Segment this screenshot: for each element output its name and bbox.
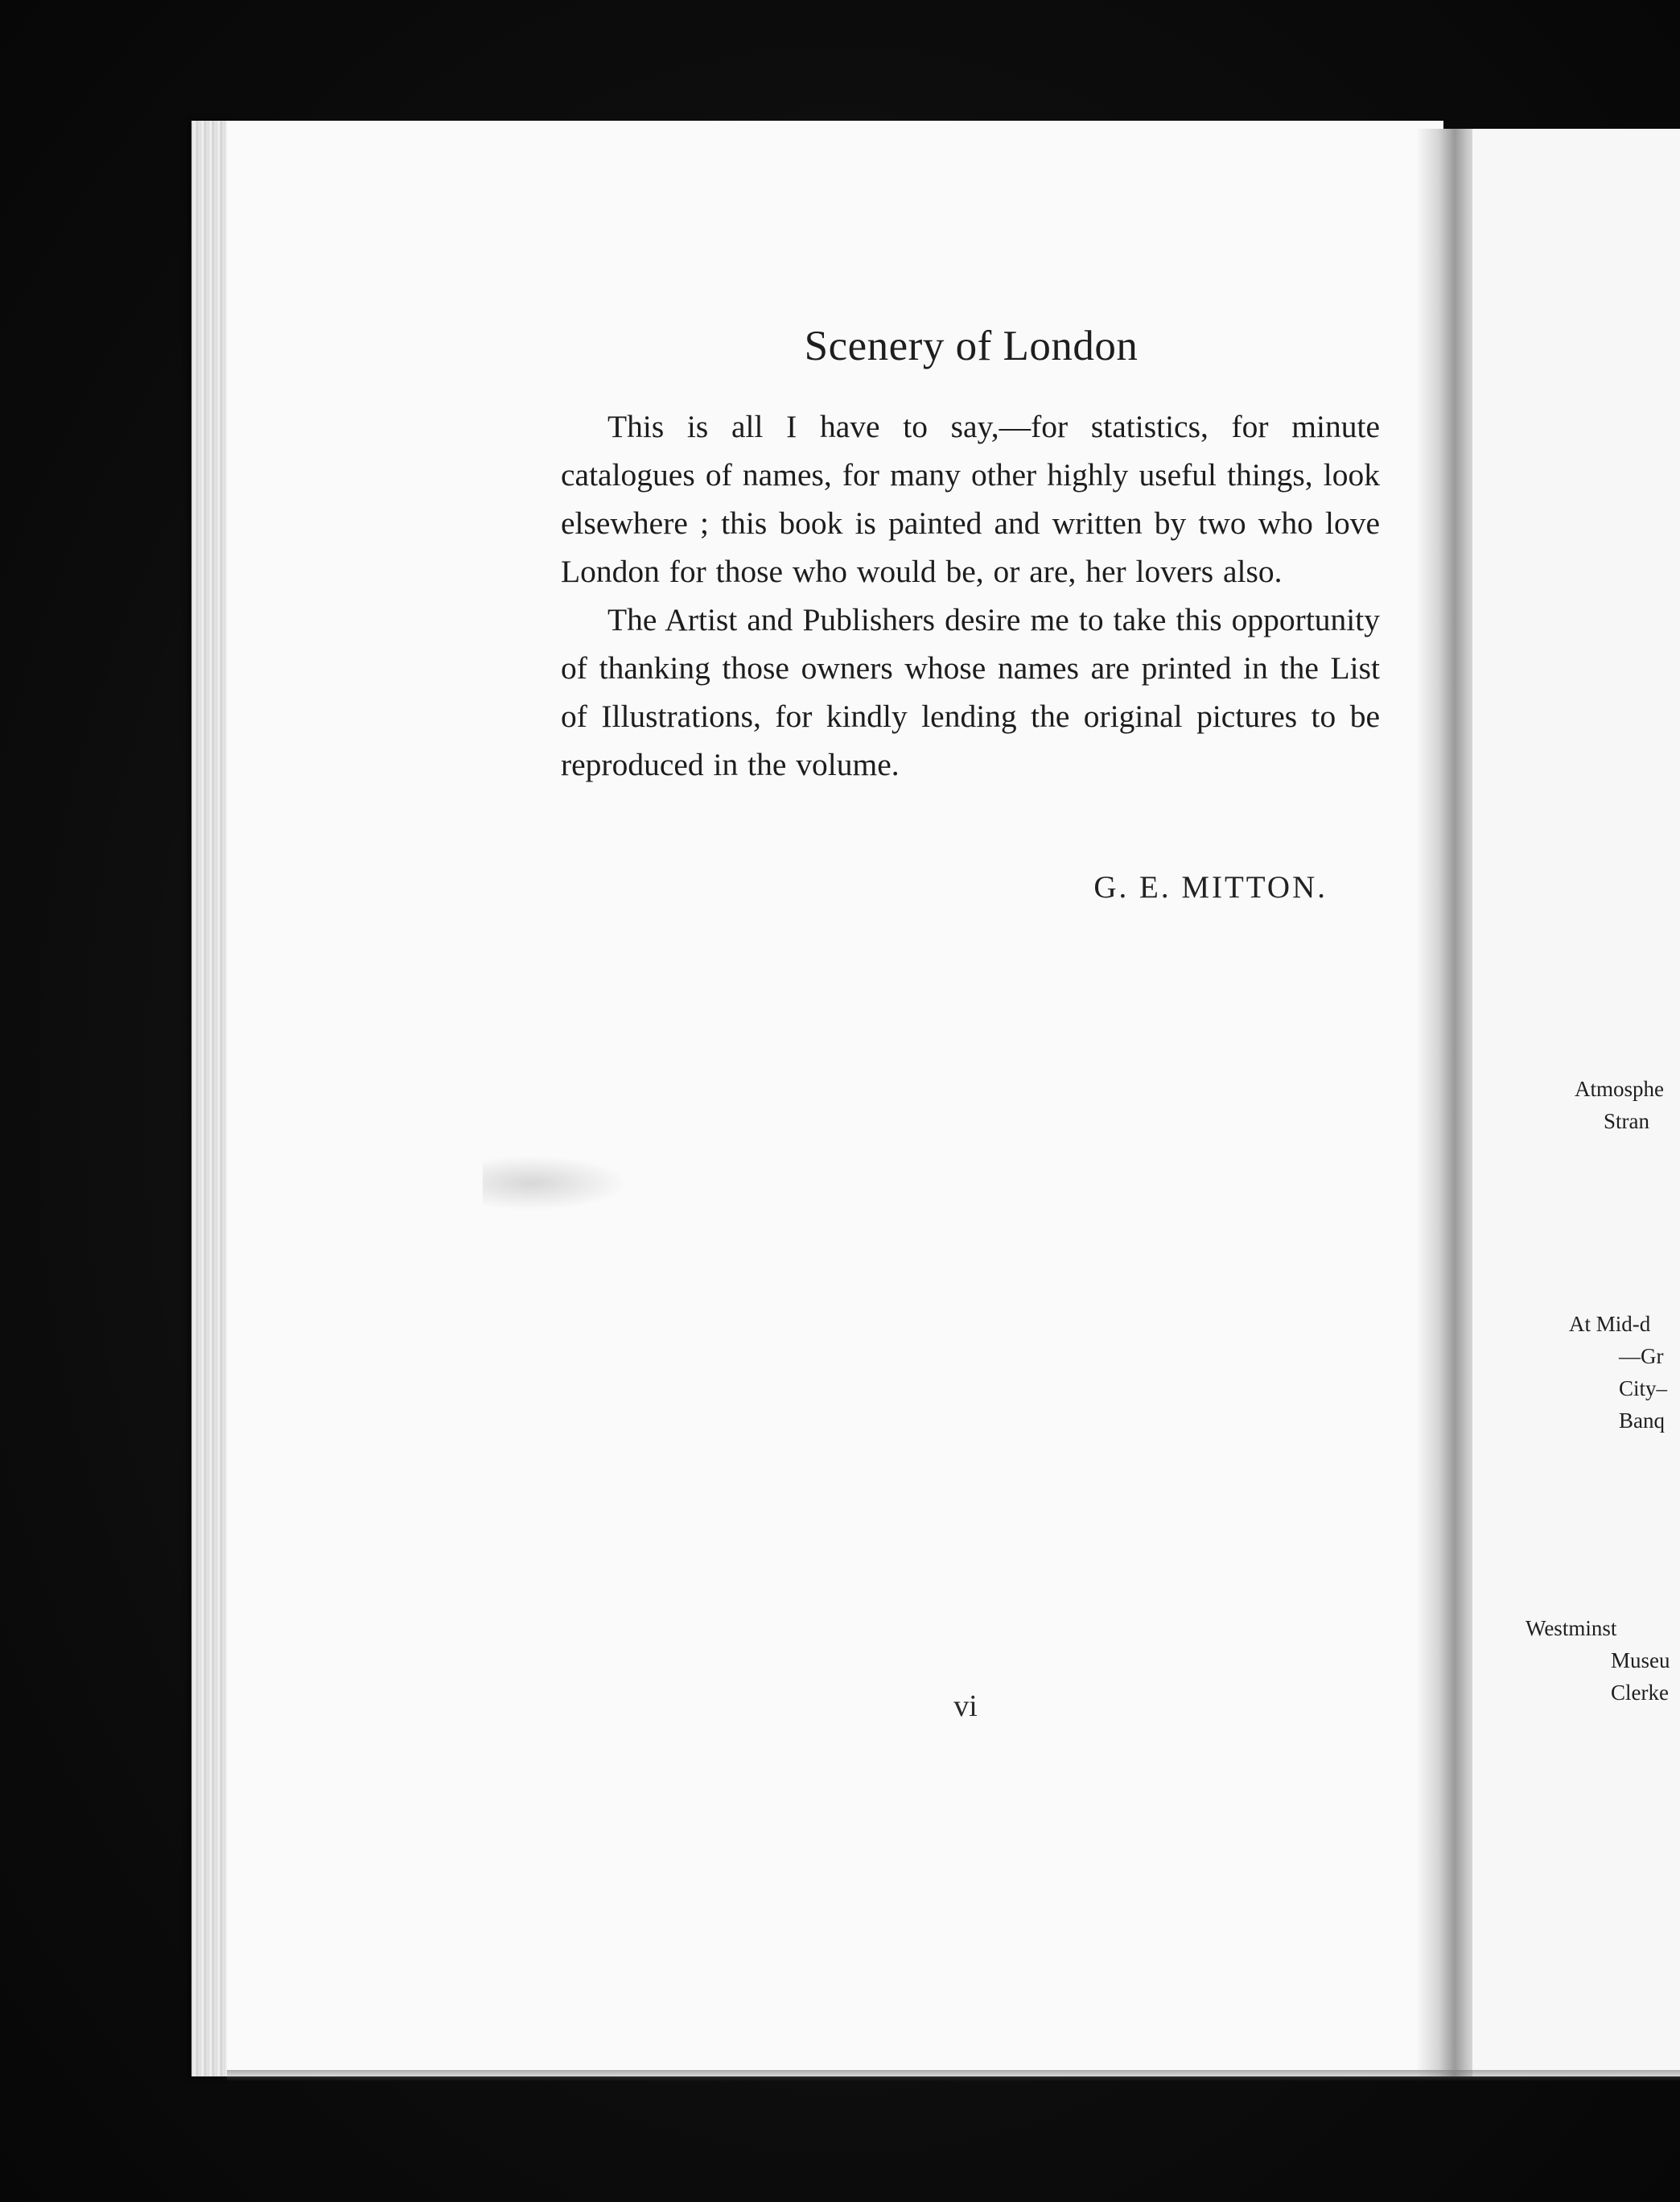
page-number: vi xyxy=(953,1689,978,1723)
right-page xyxy=(1472,129,1680,2076)
right-page-line: —Gr xyxy=(1619,1344,1664,1368)
paragraph-1: This is all I have to say,—for statistics, for minute catalogues of names, for many other highly useful things, look elsewhere ; this book is painted and written by two who love London for those who would be, or are, her lovers also. xyxy=(561,409,1380,589)
page-edges xyxy=(191,121,230,2076)
page-title: Scenery of London xyxy=(804,323,1139,369)
right-page-line: Banq xyxy=(1619,1408,1665,1433)
right-page-line: City– xyxy=(1619,1376,1668,1400)
right-page-line: At Mid-d xyxy=(1569,1312,1651,1336)
right-page-line: Clerke xyxy=(1611,1680,1669,1705)
right-page-line: Atmosphe xyxy=(1575,1077,1664,1101)
show-through-smudge xyxy=(483,1151,644,1215)
right-page-line: Westminst xyxy=(1526,1616,1617,1640)
right-page-line: Museu xyxy=(1611,1648,1670,1672)
paragraph-2: The Artist and Publishers desire me to take this opportunity of thanking those owners whose names are printed in the List of Illustrations, for kindly lending the original pictures to be reproduced in the volume. xyxy=(561,602,1380,782)
right-page-line: Stran xyxy=(1604,1109,1649,1133)
author-signature: G. E. MITTON. xyxy=(1093,870,1328,905)
book-gutter xyxy=(1416,129,1480,2076)
body-text xyxy=(561,402,1380,789)
page-bottom-shadow xyxy=(227,2070,1680,2081)
